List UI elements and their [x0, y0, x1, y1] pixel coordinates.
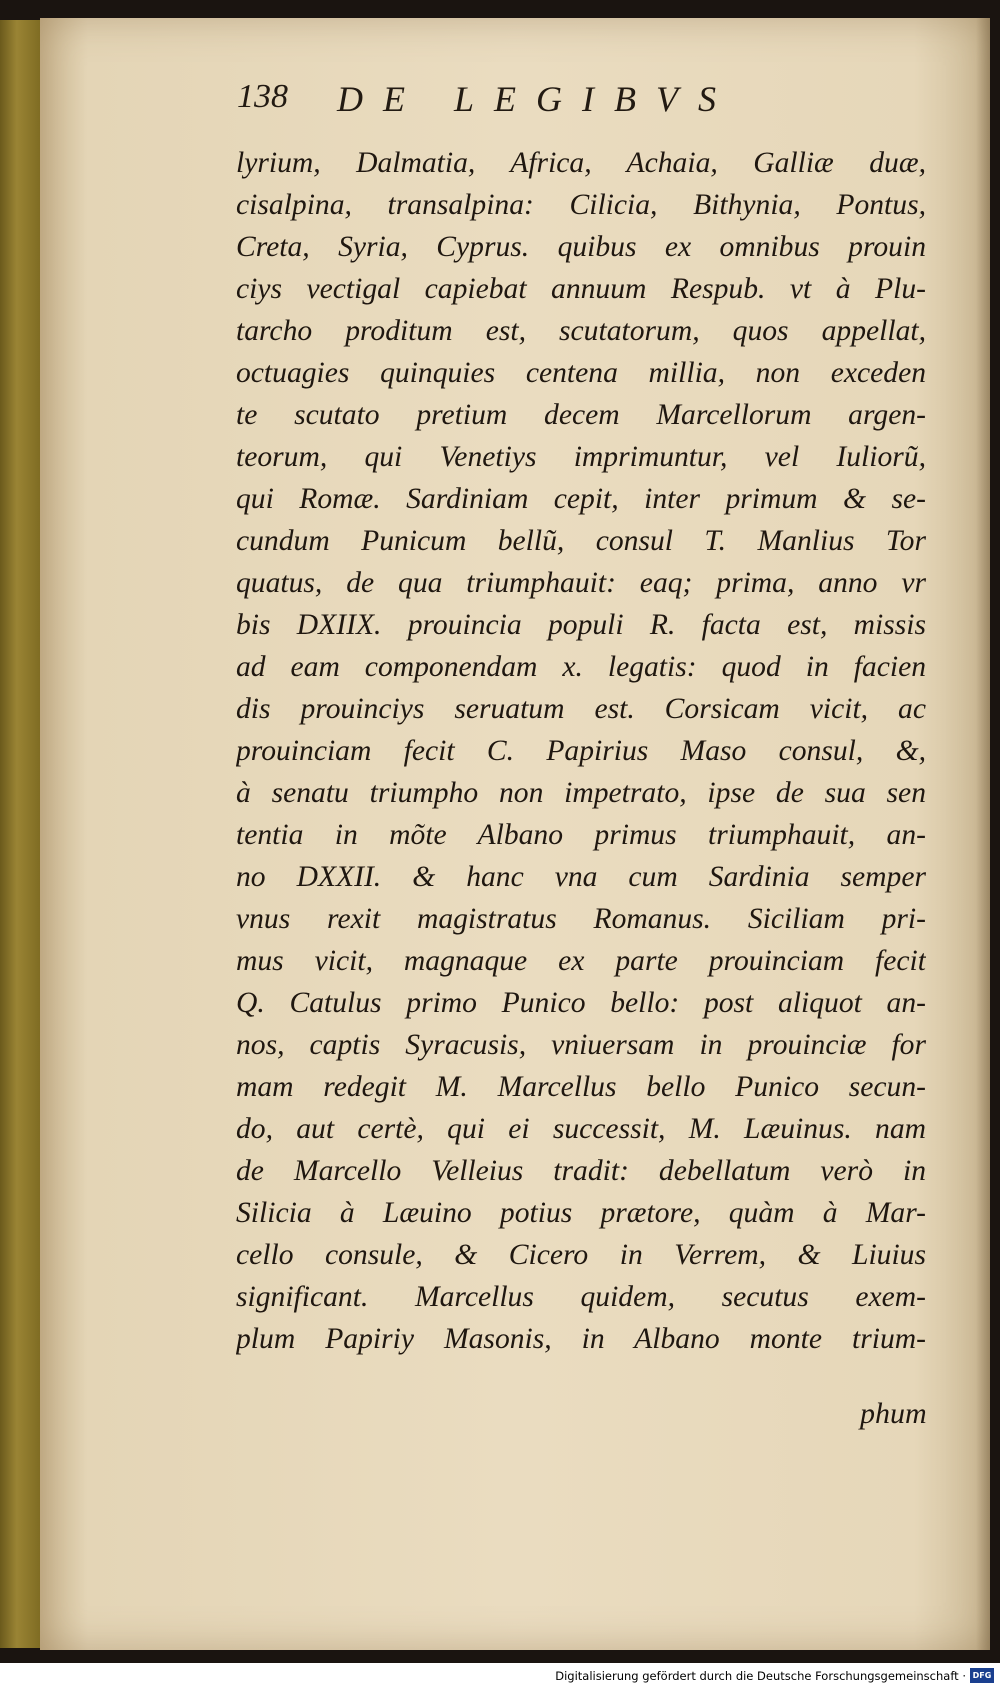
text-line: vnus rexit magistratus Romanus. Siciliam pri-	[236, 903, 926, 935]
text-line: prouinciam fecit C. Papirius Maso consul, &,	[236, 735, 926, 767]
text-line: quatus, de qua triumphauit: eaq; prima, anno vr	[236, 567, 926, 599]
text-line: cisalpina, transalpina: Cilicia, Bithynia, Pontus,	[236, 189, 926, 221]
text-line: octuagies quinquies centena millia, non exceden	[236, 357, 926, 389]
page-number: 138	[237, 78, 288, 115]
text-line: cello consule, & Cicero in Verrem, & Liuius	[236, 1239, 926, 1271]
text-line: bis DXIIX. prouincia populi R. facta est, missis	[236, 609, 926, 641]
text-line: te scutato pretium decem Marcellorum argen-	[236, 399, 926, 431]
text-line: significant. Marcellus quidem, secutus exem-	[236, 1281, 926, 1313]
text-line: no DXXII. & hanc vna cum Sardinia semper	[236, 861, 926, 893]
text-line: plum Papiriy Masonis, in Albano monte trium-	[236, 1323, 926, 1355]
text-line: Silicia à Læuino potius prætore, quàm à Mar-	[236, 1197, 926, 1229]
text-line: cundum Punicum bellũ, consul T. Manlius Tor	[236, 525, 926, 557]
body-text	[236, 142, 926, 1360]
running-title: DE LEGIBVS	[337, 79, 736, 119]
text-line: Q. Catulus primo Punico bello: post aliquot an-	[236, 987, 926, 1019]
book-spine	[0, 20, 42, 1648]
page-header	[237, 70, 837, 130]
footer-bar	[0, 1663, 1000, 1691]
text-line: tentia in mõte Albano primus triumphauit, an-	[236, 819, 926, 851]
text-line: Creta, Syria, Cyprus. quibus ex omnibus prouin	[236, 231, 926, 263]
text-line: ciys vectigal capiebat annuum Respub. vt à Plu-	[236, 273, 926, 305]
text-line: mus vicit, magnaque ex parte prouinciam fecit	[236, 945, 926, 977]
text-line: mam redegit M. Marcellus bello Punico secun-	[236, 1071, 926, 1103]
text-line: lyrium, Dalmatia, Africa, Achaia, Galliæ duæ,	[236, 147, 926, 179]
catchword: phum	[860, 1397, 927, 1430]
text-line: de Marcello Velleius tradit: debellatum verò in	[236, 1155, 926, 1187]
text-line: dis prouinciys seruatum est. Corsicam vicit, ac	[236, 693, 926, 725]
text-line: qui Romæ. Sardiniam cepit, inter primum & se-	[236, 483, 926, 515]
digitization-credit: Digitalisierung gefördert durch die Deutsche Forschungsgemeinschaft ·	[555, 1669, 966, 1683]
text-line: tarcho proditum est, scutatorum, quos appellat,	[236, 315, 926, 347]
text-line: do, aut certè, qui ei successit, M. Læuinus. nam	[236, 1113, 926, 1145]
text-line: ad eam componendam x. legatis: quod in facien	[236, 651, 926, 683]
text-line: à senatu triumpho non impetrato, ipse de sua sen	[236, 777, 926, 809]
dfg-logo: DFG	[970, 1668, 994, 1683]
text-line: teorum, qui Venetiys imprimuntur, vel Iuliorũ,	[236, 441, 926, 473]
page-edge-shadow	[976, 18, 990, 1650]
text-line: nos, captis Syracusis, vniuersam in prouinciæ for	[236, 1029, 926, 1061]
